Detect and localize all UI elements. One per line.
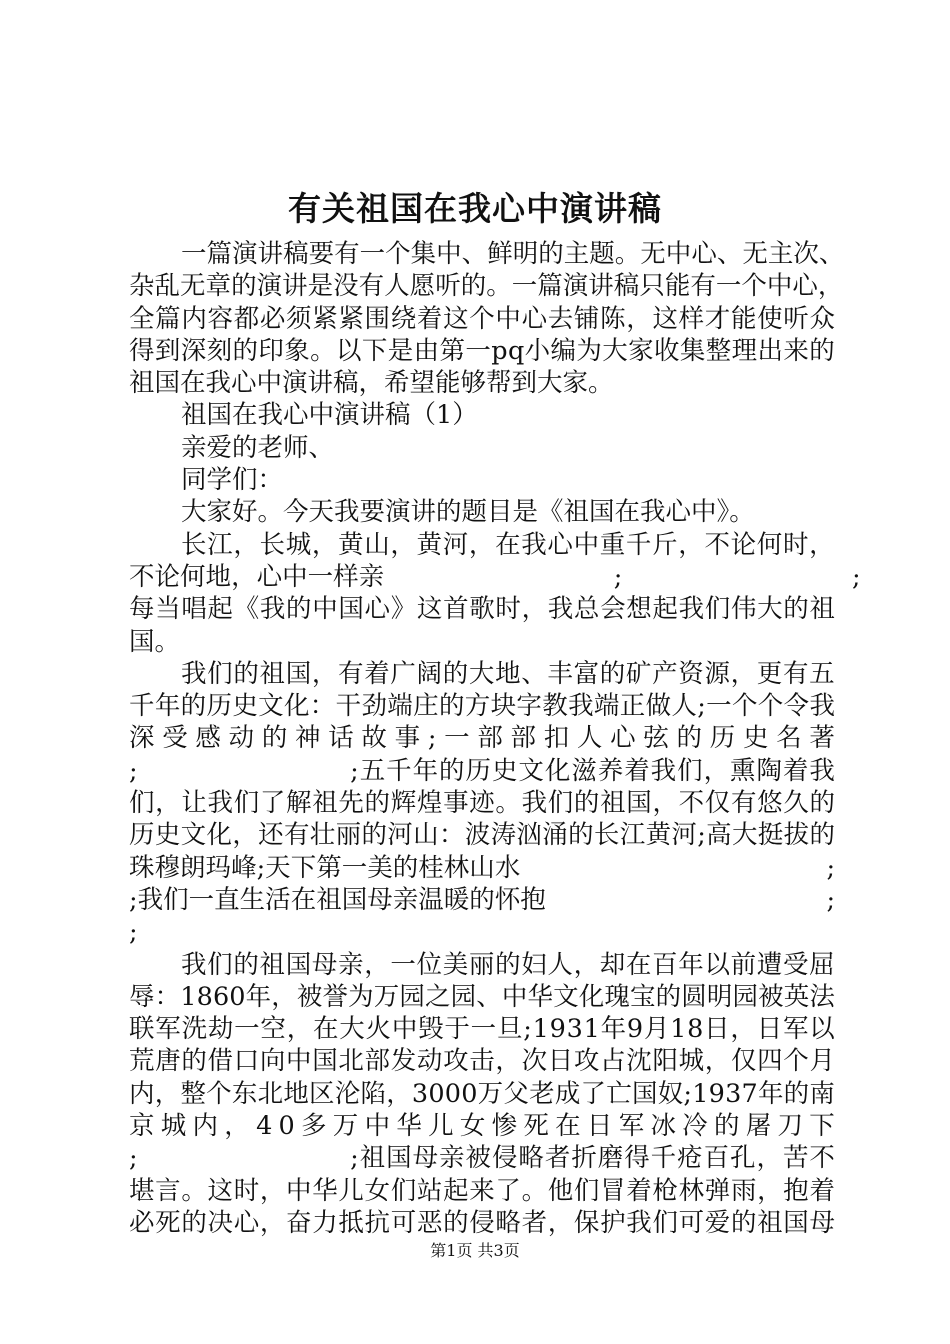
text-line: 全 篇 内 容 都 必 须 紧 紧 围 绕 着 这 个 中 心 去 铺 陈 ， 这 样 才 能 使 听 众 bbox=[129, 303, 835, 334]
text-line: 我 们 的 祖 国 ， 有 着 广 阔 的 大 地 、 丰 富 的 矿 产 资 源 ， 更 有 五 bbox=[181, 658, 835, 689]
text-line: 辱 ： 1 8 6 0 年 ， 被 誉 为 万 园 之 园 、 中 华 文 化 瑰 宝 的 圆 明 园 被 英 法 bbox=[129, 981, 835, 1012]
text-line: 杂 乱 无 章 的 演 讲 是 没 有 人 愿 听 的 。 一 篇 演 讲 稿 只 能 有 一 个 中 心 ， bbox=[129, 271, 844, 302]
text-line: 们 ， 让 我 们 了 解 祖 先 的 辉 煌 事 迹 。 我 们 的 祖 国 ， 不 仅 有 悠 久 的 bbox=[129, 788, 835, 819]
text-line: 千 年 的 历 史 文 化 ： 干 劲 端 庄 的 方 块 字 教 我 端 正 做 人 ; 一 个 个 令 我 bbox=[129, 691, 835, 722]
text-line: 深 受 感 动 的 神 话 故 事 ; 一 部 部 扣 人 心 弦 的 历 史 名 著 bbox=[129, 723, 835, 754]
text-line: 珠 穆 朗 玛 峰 ; 天 下 第 一 美 的 桂 林 山 水 ; bbox=[129, 852, 836, 883]
text-line: 大家好。今天我要演讲的题目是《祖国在我心中》。 bbox=[181, 497, 755, 528]
text-line: 内 ， 整 个 东 北 地 区 沦 陷 ， 3 0 0 0 万 父 老 成 了 亡 国 奴 ; 1 9 3 7 年 的 南 bbox=[129, 1078, 835, 1109]
text-line: 荒 唐 的 借 口 向 中 国 北 部 发 动 攻 击 ， 次 日 攻 占 沈 阳 城 ， 仅 四 个 月 bbox=[129, 1046, 835, 1077]
text-line: ; 我 们 一 直 生 活 在 祖 国 母 亲 温 暖 的 怀 抱 ; bbox=[129, 884, 836, 915]
text-line: 京 城 内 ， 4 0 多 万 中 华 儿 女 惨 死 在 日 军 冰 冷 的 屠 刀 下 bbox=[129, 1111, 835, 1142]
text-line: 不 论 何 地 ， 心 中 一 样 亲 ; ; bbox=[129, 561, 861, 592]
text-line: ; ; 祖 国 母 亲 被 侵 略 者 折 磨 得 千 疮 百 孔 ， 苦 不 bbox=[129, 1143, 835, 1174]
text-line: 一 篇 演 讲 稿 要 有 一 个 集 中 、 鲜 明 的 主 题 。 无 中 心 、 无 主 次 、 bbox=[181, 239, 845, 269]
text-line: 祖国在我心中演讲稿，希望能够帮到大家。 bbox=[129, 368, 614, 399]
document-body bbox=[129, 238, 861, 1239]
text-line: 同学们： bbox=[181, 465, 284, 496]
page-footer: 第1页 共3页 bbox=[430, 1241, 520, 1260]
text-line: 祖国在我心中演讲稿（1） bbox=[181, 400, 478, 431]
text-line: 亲爱的老师、 bbox=[181, 432, 335, 463]
text-line: 每 当 唱 起 《 我 的 中 国 心 》 这 首 歌 时 ， 我 总 会 想 起 我 们 伟 大 的 祖 bbox=[129, 594, 835, 625]
text-line: ; ; 五 千 年 的 历 史 文 化 滋 养 着 我 们 ， 熏 陶 着 我 bbox=[129, 755, 835, 786]
text-line: 得 到 深 刻 的 印 象 。 以 下 是 由 第 一 p q 小 编 为 大 家 收 集 整 理 出 来 的 bbox=[129, 335, 835, 366]
text-line: 堪 言 。 这 时 ， 中 华 儿 女 们 站 起 来 了 。 他 们 冒 着 枪 林 弹 雨 ， 抱 着 bbox=[129, 1175, 835, 1206]
text-line: 联 军 洗 劫 一 空 ， 在 大 火 中 毁 于 一 旦 ; 1 9 3 1 年 9 月 1 8 日 ， 日 军 以 bbox=[129, 1014, 835, 1045]
text-line: 长 江 ， 长 城 ， 黄 山 ， 黄 河 ， 在 我 心 中 重 千 斤 ， 不 论 何 时 ， bbox=[181, 529, 835, 560]
document-title: 有关祖国在我心中演讲稿 bbox=[288, 189, 662, 228]
text-line: 我 们 的 祖 国 母 亲 ， 一 位 美 丽 的 妇 人 ， 却 在 百 年 以 前 遭 受 屈 bbox=[181, 949, 835, 980]
text-line: ; bbox=[129, 917, 138, 948]
text-line: 历 史 文 化 ， 还 有 壮 丽 的 河 山 ： 波 涛 汹 涌 的 长 江 黄 河 ; 高 大 挺 拔 的 bbox=[129, 820, 835, 851]
text-line: 国。 bbox=[129, 626, 181, 657]
text-line: 必 死 的 决 心 ， 奋 力 抵 抗 可 恶 的 侵 略 者 ， 保 护 我 们 可 爱 的 祖 国 母 bbox=[129, 1207, 835, 1238]
